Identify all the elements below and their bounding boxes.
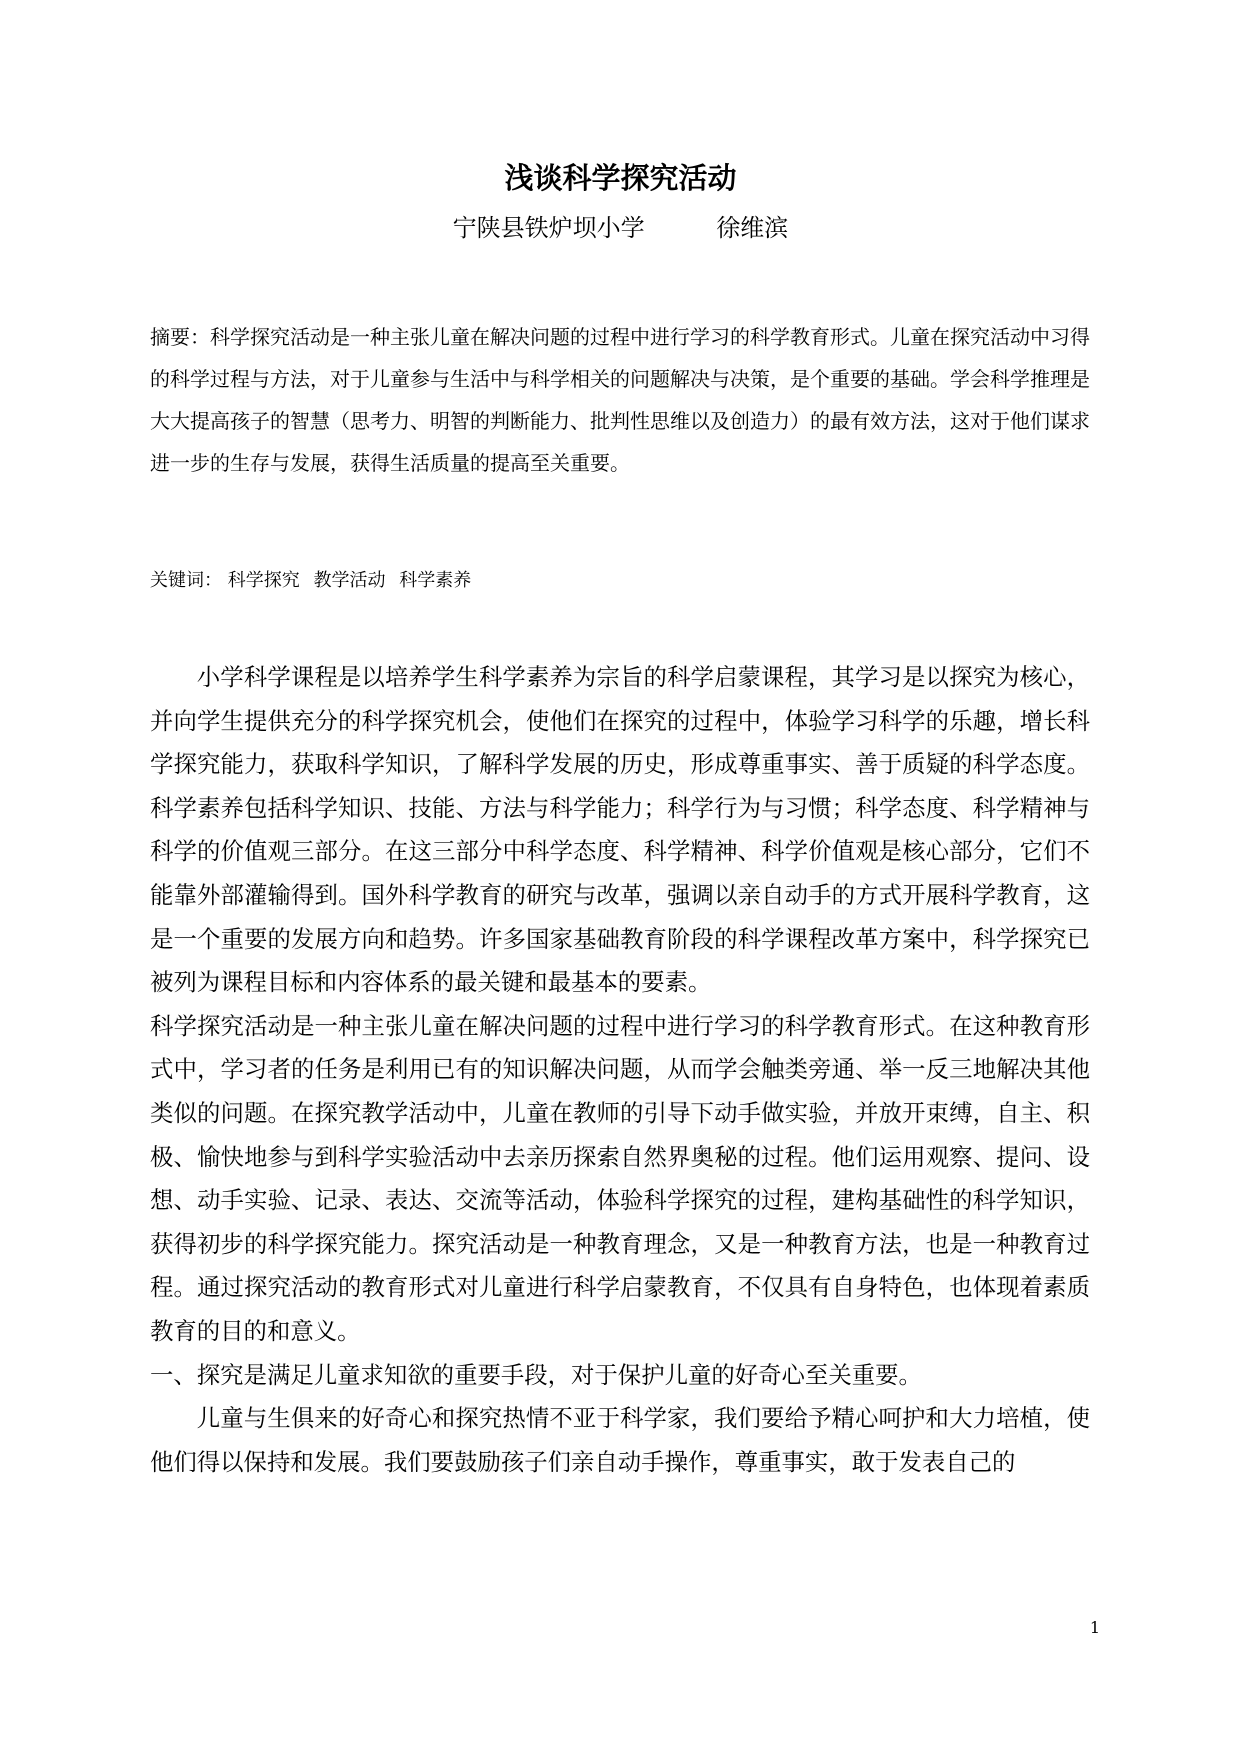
body-paragraph: 小学科学课程是以培养学生科学素养为宗旨的科学启蒙课程，其学习是以探究为核心，并向学生提供充分的科学探究机会，使他们在探究的过程中，体验学习科学的乐趣，增长科学探究能力，获取科学知识，了解科学发展的历史，形成尊重事实、善于质疑的科学态度。科学素养包括科学知识、技能、方法与科学能力；科学行为与习惯；科学态度、科学精神与科学的价值观三部分。在这三部分中科学态度、科学精神、科学价值观是核心部分，它们不能靠外部灌输得到。国外科学教育的研究与改革，强调以亲自动手的方式开展科学教育，这是一个重要的发展方向和趋势。许多国家基础教育阶段的科学课程改革方案中，科学探究已被列为课程目标和内容体系的最关键和最基本的要素。 xyxy=(150,663,1090,997)
author-name: 徐维滨 xyxy=(716,214,789,242)
byline xyxy=(0,210,1241,246)
body-paragraph: 儿童与生俱来的好奇心和探究热情不亚于科学家，我们要给予精心呵护和大力培植，使他们得以保持和发展。我们要鼓励孩子们亲自动手操作，尊重事实，敢于发表自己的 xyxy=(150,1404,1090,1476)
document-title: 浅谈科学探究活动 xyxy=(504,161,737,195)
abstract: 摘要：科学探究活动是一种主张儿童在解决问题的过程中进行学习的科学教育形式。儿童在探究活动中习得的科学过程与方法，对于儿童参与生活中与科学相关的问题解决与决策，是个重要的基础。学会科学推理是大大提高孩子的智慧（思考力、明智的判断能力、批判性思维以及创造力）的最有效方法，这对于他们谋求进一步的生存与发展，获得生活质量的提高至关重要。 xyxy=(150,325,1090,475)
body-paragraph: 科学探究活动是一种主张儿童在解决问题的过程中进行学习的科学教育形式。在这种教育形式中，学习者的任务是利用已有的知识解决问题，从而学会触类旁通、举一反三地解决其他类似的问题。在探究教学活动中，儿童在教师的引导下动手做实验，并放开束缚，自主、积极、愉快地参与到科学实验活动中去亲历探索自然界奥秘的过程。他们运用观察、提问、设想、动手实验、记录、表达、交流等活动，体验科学探究的过程，建构基础性的科学知识，获得初步的科学探究能力。探究活动是一种教育理念，又是一种教育方法，也是一种教育过程。通过探究活动的教育形式对儿童进行科学启蒙教育，不仅具有自身特色，也体现着素质教育的目的和意义。 xyxy=(150,1011,1090,1345)
keywords-label: 关键词： xyxy=(150,570,222,591)
keyword: 教学活动 xyxy=(313,570,386,591)
keyword: 科学素养 xyxy=(399,570,472,591)
keyword: 科学探究 xyxy=(227,570,300,591)
author-school: 宁陕县铁炉坝小学 xyxy=(452,214,645,242)
keywords-line xyxy=(150,566,1090,596)
section-heading: 一、探究是满足儿童求知欲的重要手段，对于保护儿童的好奇心至关重要。 xyxy=(150,1360,922,1389)
body-text xyxy=(150,656,1090,1484)
page-number: 1 xyxy=(1089,1618,1100,1637)
